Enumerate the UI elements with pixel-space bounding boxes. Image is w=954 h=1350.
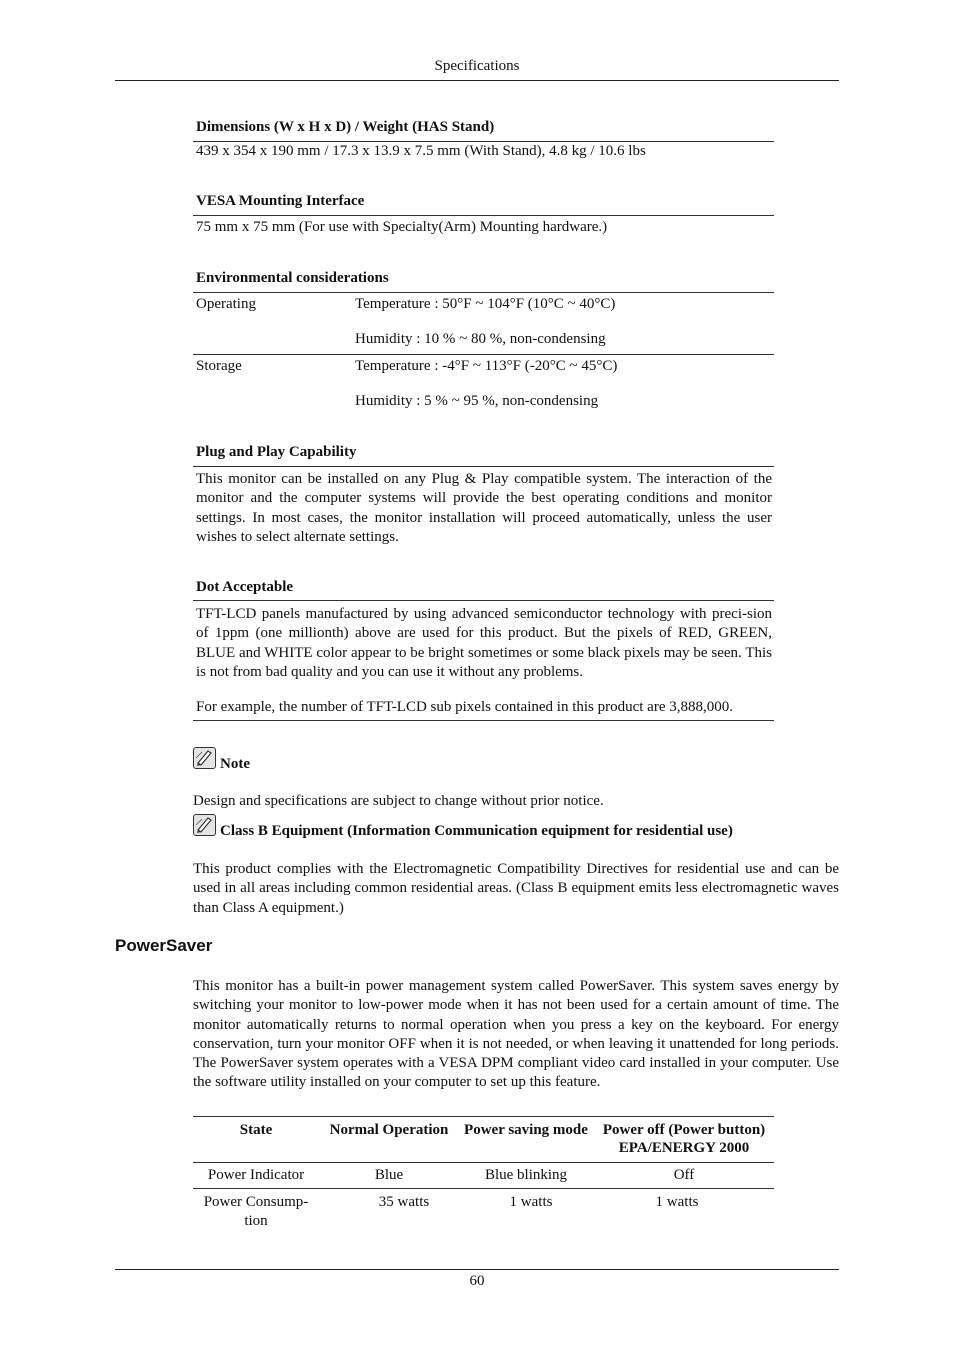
page-header-title: Specifications xyxy=(434,58,520,74)
header-rule xyxy=(115,80,839,81)
class-b-label: Class B Equipment (Information Communication equipment for residential use) xyxy=(220,823,733,839)
note-label: Note xyxy=(220,756,250,772)
storage-label: Storage xyxy=(196,358,242,374)
table-header-saving: Power saving mode xyxy=(464,1122,588,1138)
table-row-consumption-label-cont: tion xyxy=(244,1213,268,1229)
class-b-text: This product complies with the Electromagnetic Compatibility Directives for residential use and can be used in all areas including common residential areas. (Class B equipment emits less electromagnetic waves than Class A equipment.) xyxy=(193,861,839,916)
note-text: Design and specifications are subject to change without prior notice. xyxy=(193,793,604,809)
dimensions-title: Dimensions (W x H x D) / Weight (HAS Stand) xyxy=(196,119,495,135)
table-row-indicator-label: Power Indicator xyxy=(207,1167,305,1183)
powersaver-text: This monitor has a built-in power management system called PowerSaver. This system saves energy by switching your monitor to low-power mode when it has not been used for a certain amount of time. The monitor automatically returns to normal operation when you press a key on the keyboard. For energy conservation, turn your monitor OFF when it is not needed, or when leaving it unattended for long periods. The PowerSaver system operates with a VESA DPM compliant video card installed in your computer. Use the software utility installed on your computer to set up this feature. xyxy=(193,978,839,1091)
environment-row-divider xyxy=(193,354,774,355)
table-row-consumption-normal: 35 watts xyxy=(378,1194,430,1210)
table-row-indicator-normal: Blue xyxy=(374,1167,404,1183)
storage-humidity: Humidity : 5 % ~ 95 %, non-condensing xyxy=(355,393,599,409)
table-header-state: State xyxy=(239,1122,273,1138)
operating-temperature: Temperature : 50°F ~ 104°F (10°C ~ 40°C) xyxy=(355,296,616,312)
operating-label: Operating xyxy=(196,296,256,312)
dot-acceptable-example: For example, the number of TFT-LCD sub pixels contained in this product are 3,888,000. xyxy=(196,699,733,715)
class-b-pencil-icon xyxy=(193,814,216,836)
vesa-value: 75 mm x 75 mm (For use with Specialty(Arm) Mounting hardware.) xyxy=(196,219,608,235)
table-row-indicator-saving: Blue blinking xyxy=(484,1167,568,1183)
note-pencil-icon xyxy=(193,747,216,769)
table-header-divider xyxy=(193,1162,774,1163)
dot-acceptable-divider xyxy=(193,600,774,601)
operating-humidity: Humidity : 10 % ~ 80 %, non-condensing xyxy=(355,331,606,347)
dot-acceptable-text: TFT-LCD panels manufactured by using advanced semiconductor technology with preci-sion of 1ppm (one millionth) above are used for this product. But the pixels of RED, GREEN, BLUE and WHITE color appear to be bright sometimes or some black pixels may be seen. This is not from bad quality and you can use it without any problems. xyxy=(196,606,772,680)
plug-play-divider xyxy=(193,466,774,467)
storage-temperature: Temperature : -4°F ~ 113°F (-20°C ~ 45°C) xyxy=(355,358,618,374)
table-header-power-off: Power off (Power button) xyxy=(602,1122,766,1138)
plug-play-text: This monitor can be installed on any Plug & Play compatible system. The interaction of the monitor and the computer systems will provide the best operating conditions and monitor settings. In most cases, the monitor installation will proceed automatically, unless the user wishes to select alternate settings. xyxy=(196,471,772,545)
footer-rule xyxy=(115,1269,839,1270)
dimensions-value: 439 x 354 x 190 mm / 17.3 x 13.9 x 7.5 mm (With Stand), 4.8 kg / 10.6 lbs xyxy=(196,143,646,159)
dimensions-divider xyxy=(193,141,774,142)
table-row-indicator-off: Off xyxy=(673,1167,695,1183)
environment-title: Environmental considerations xyxy=(196,270,389,286)
environment-divider xyxy=(193,292,774,293)
table-top-rule xyxy=(193,1116,774,1117)
plug-play-title: Plug and Play Capability xyxy=(196,444,357,460)
dot-acceptable-bottom-divider xyxy=(193,720,774,721)
vesa-divider xyxy=(193,215,774,216)
table-header-epa: EPA/ENERGY 2000 xyxy=(618,1140,750,1156)
page-number: 60 xyxy=(469,1273,485,1289)
table-row-consumption-label: Power Consump- xyxy=(203,1194,309,1210)
table-row-consumption-saving: 1 watts xyxy=(509,1194,553,1210)
table-row-divider xyxy=(193,1188,774,1189)
table-row-consumption-off: 1 watts xyxy=(655,1194,699,1210)
powersaver-heading: PowerSaver xyxy=(115,936,213,955)
vesa-title: VESA Mounting Interface xyxy=(196,193,365,209)
table-header-normal: Normal Operation xyxy=(329,1122,449,1138)
dot-acceptable-title: Dot Acceptable xyxy=(196,579,294,595)
